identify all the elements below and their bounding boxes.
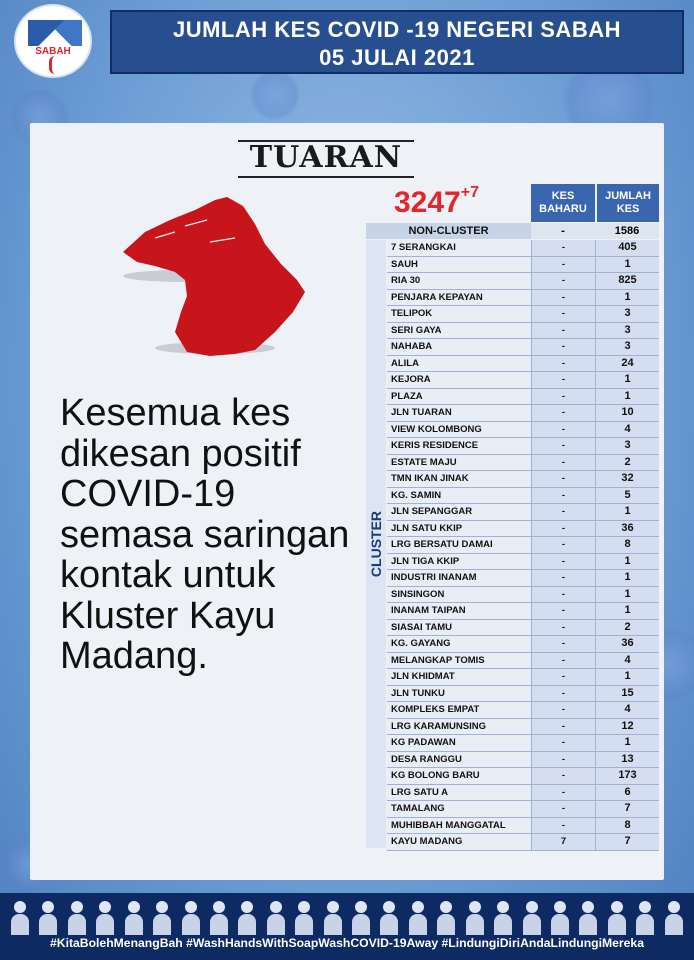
table-row <box>387 702 659 719</box>
person-icon <box>607 899 627 935</box>
table-row <box>387 603 659 620</box>
virus-decoration <box>550 70 670 130</box>
cluster-jumlah: 173 <box>595 768 659 784</box>
cluster-name: MELANGKAP TOMIS <box>387 653 531 669</box>
cluster-baharu: - <box>531 537 595 553</box>
cluster-baharu: - <box>531 389 595 405</box>
tuaran-map-icon <box>115 192 315 357</box>
cluster-name: PENJARA KEPAYAN <box>387 290 531 306</box>
cluster-baharu: - <box>531 801 595 817</box>
table-row <box>387 422 659 439</box>
cluster-name: KG PADAWAN <box>387 735 531 751</box>
person-icon <box>550 899 570 935</box>
cluster-name: ALILA <box>387 356 531 372</box>
table-row <box>387 504 659 521</box>
table-row <box>387 521 659 538</box>
total-cases <box>394 186 479 220</box>
cluster-name: JLN TUNKU <box>387 686 531 702</box>
cluster-jumlah: 1 <box>595 554 659 570</box>
cluster-baharu: - <box>531 471 595 487</box>
cluster-name: RIA 30 <box>387 273 531 289</box>
table-row <box>387 339 659 356</box>
cluster-jumlah: 8 <box>595 818 659 834</box>
table-row <box>387 356 659 373</box>
table-row <box>387 554 659 571</box>
cluster-jumlah: 7 <box>595 834 659 850</box>
cluster-baharu: - <box>531 818 595 834</box>
non-cluster-jumlah: 1586 <box>595 223 659 239</box>
cluster-name: PLAZA <box>387 389 531 405</box>
cluster-jumlah: 3 <box>595 339 659 355</box>
cluster-name: LRG SATU A <box>387 785 531 801</box>
logo-text: SABAH <box>35 46 71 57</box>
cluster-name: KERIS RESIDENCE <box>387 438 531 454</box>
cluster-baharu: - <box>531 488 595 504</box>
table-row <box>387 455 659 472</box>
cluster-jumlah: 1 <box>595 290 659 306</box>
person-icon <box>294 899 314 935</box>
cluster-jumlah: 1 <box>595 504 659 520</box>
cluster-name: KEJORA <box>387 372 531 388</box>
person-icon <box>124 899 144 935</box>
cluster-name: TMN IKAN JINAK <box>387 471 531 487</box>
cluster-jumlah: 1 <box>595 257 659 273</box>
virus-decoration <box>250 70 300 120</box>
cluster-name: INANAM TAIPAN <box>387 603 531 619</box>
table-row <box>387 290 659 307</box>
person-icon <box>95 899 115 935</box>
table-row <box>387 405 659 422</box>
table-row <box>387 785 659 802</box>
table-row <box>387 686 659 703</box>
table-row <box>387 818 659 835</box>
cluster-baharu: - <box>531 455 595 471</box>
hashtags: #KitaBolehMenangBah #WashHandsWithSoapWashCOVID-19Away #LindungiDiriAndaLindungiMereka <box>50 936 644 950</box>
cluster-jumlah: 4 <box>595 702 659 718</box>
cluster-name: SIASAI TAMU <box>387 620 531 636</box>
cluster-baharu: - <box>531 240 595 256</box>
table-row <box>387 735 659 752</box>
person-icon <box>578 899 598 935</box>
person-icon <box>237 899 257 935</box>
person-icon <box>152 899 172 935</box>
cluster-jumlah: 1 <box>595 603 659 619</box>
table-row <box>387 669 659 686</box>
cluster-baharu: - <box>531 273 595 289</box>
cluster-jumlah: 1 <box>595 669 659 685</box>
cluster-baharu: - <box>531 702 595 718</box>
table-row <box>387 570 659 587</box>
cluster-baharu: - <box>531 785 595 801</box>
cluster-name: KG. GAYANG <box>387 636 531 652</box>
mountain-icon <box>28 20 82 46</box>
cluster-jumlah: 4 <box>595 422 659 438</box>
cluster-jumlah: 13 <box>595 752 659 768</box>
table-row <box>387 620 659 637</box>
cluster-name: TAMALANG <box>387 801 531 817</box>
person-icon <box>266 899 286 935</box>
cluster-jumlah: 15 <box>595 686 659 702</box>
table-row <box>387 488 659 505</box>
person-icon <box>408 899 428 935</box>
cluster-name: ESTATE MAJU <box>387 455 531 471</box>
cluster-name: VIEW KOLOMBONG <box>387 422 531 438</box>
cluster-name: SAUH <box>387 257 531 273</box>
table-row <box>387 719 659 736</box>
table-row <box>387 372 659 389</box>
message-text: Kesemua kes dikesan positif COVID-19 semasa saringan kontak untuk Kluster Kayu Madang. <box>60 392 350 677</box>
cluster-name: TELIPOK <box>387 306 531 322</box>
cluster-name: NAHABA <box>387 339 531 355</box>
table-row <box>387 257 659 274</box>
cluster-baharu: - <box>531 735 595 751</box>
person-icon <box>436 899 456 935</box>
cluster-jumlah: 32 <box>595 471 659 487</box>
cluster-name: JLN KHIDMAT <box>387 669 531 685</box>
cluster-baharu: - <box>531 554 595 570</box>
person-icon <box>38 899 58 935</box>
table-row <box>387 768 659 785</box>
table-row <box>387 389 659 406</box>
cluster-baharu: - <box>531 669 595 685</box>
table-row <box>387 471 659 488</box>
cluster-jumlah: 3 <box>595 438 659 454</box>
table-row <box>387 653 659 670</box>
person-icon <box>664 899 684 935</box>
person-icon <box>635 899 655 935</box>
total-value: 3247 <box>394 186 461 219</box>
cluster-baharu: - <box>531 653 595 669</box>
person-icon <box>67 899 87 935</box>
cluster-name: KG. SAMIN <box>387 488 531 504</box>
cluster-label <box>366 240 386 848</box>
cluster-label-text: CLUSTER <box>368 510 384 578</box>
cluster-table <box>387 240 659 851</box>
header-kes-baharu: KES BAHARU <box>531 184 595 222</box>
cluster-baharu: - <box>531 290 595 306</box>
cluster-jumlah: 1 <box>595 389 659 405</box>
table-row <box>387 587 659 604</box>
cluster-baharu: - <box>531 768 595 784</box>
cluster-name: MUHIBBAH MANGGATAL <box>387 818 531 834</box>
cluster-baharu: - <box>531 620 595 636</box>
cluster-jumlah: 36 <box>595 521 659 537</box>
non-cluster-row <box>366 223 659 239</box>
cluster-baharu: - <box>531 356 595 372</box>
person-icon <box>323 899 343 935</box>
cluster-name: JLN TUARAN <box>387 405 531 421</box>
cluster-jumlah: 1 <box>595 570 659 586</box>
cluster-baharu: - <box>531 422 595 438</box>
header-date: 05 JULAI 2021 <box>319 45 475 70</box>
cluster-name: SERI GAYA <box>387 323 531 339</box>
cluster-baharu: - <box>531 438 595 454</box>
header-banner <box>110 10 684 74</box>
table-row <box>387 306 659 323</box>
header-title: JUMLAH KES COVID -19 NEGERI SABAH <box>172 17 621 42</box>
table-row <box>387 323 659 340</box>
table-row <box>387 752 659 769</box>
cluster-baharu: - <box>531 504 595 520</box>
cluster-jumlah: 36 <box>595 636 659 652</box>
cluster-jumlah: 3 <box>595 323 659 339</box>
cluster-jumlah: 24 <box>595 356 659 372</box>
cluster-jumlah: 2 <box>595 620 659 636</box>
cluster-jumlah: 405 <box>595 240 659 256</box>
cluster-baharu: - <box>531 719 595 735</box>
cluster-baharu: - <box>531 636 595 652</box>
person-icon <box>10 899 30 935</box>
table-row <box>387 438 659 455</box>
district-title: TUARAN <box>238 140 414 178</box>
table-row <box>387 240 659 257</box>
cluster-baharu: - <box>531 257 595 273</box>
total-new: +7 <box>460 184 479 201</box>
cluster-name: KOMPLEKS EMPAT <box>387 702 531 718</box>
cluster-baharu: 7 <box>531 834 595 850</box>
footer-banner <box>0 893 694 960</box>
cluster-baharu: - <box>531 603 595 619</box>
person-icon <box>209 899 229 935</box>
cluster-baharu: - <box>531 752 595 768</box>
non-cluster-label: NON-CLUSTER <box>408 225 489 237</box>
swoosh-icon <box>49 56 61 74</box>
cluster-jumlah: 6 <box>595 785 659 801</box>
person-icon <box>522 899 542 935</box>
cluster-name: JLN TIGA KKIP <box>387 554 531 570</box>
cluster-baharu: - <box>531 587 595 603</box>
cluster-jumlah: 5 <box>595 488 659 504</box>
cluster-name: JLN SEPANGGAR <box>387 504 531 520</box>
table-row <box>387 273 659 290</box>
cluster-baharu: - <box>531 686 595 702</box>
cluster-name: LRG BERSATU DAMAI <box>387 537 531 553</box>
table-row <box>387 801 659 818</box>
table-row <box>387 834 659 851</box>
cluster-name: KG BOLONG BARU <box>387 768 531 784</box>
table-row <box>387 636 659 653</box>
person-icon <box>465 899 485 935</box>
header-jumlah-kes: JUMLAH KES <box>597 184 659 222</box>
table-row <box>387 537 659 554</box>
cluster-name: LRG KARAMUNSING <box>387 719 531 735</box>
cluster-name: DESA RANGGU <box>387 752 531 768</box>
cluster-name: JLN SATU KKIP <box>387 521 531 537</box>
cluster-name: SINSINGON <box>387 587 531 603</box>
person-icon <box>493 899 513 935</box>
cluster-name: 7 SERANGKAI <box>387 240 531 256</box>
cluster-baharu: - <box>531 521 595 537</box>
cluster-jumlah: 825 <box>595 273 659 289</box>
cluster-jumlah: 10 <box>595 405 659 421</box>
cluster-baharu: - <box>531 323 595 339</box>
cluster-baharu: - <box>531 306 595 322</box>
person-icon <box>379 899 399 935</box>
person-icon <box>351 899 371 935</box>
cluster-jumlah: 7 <box>595 801 659 817</box>
cluster-baharu: - <box>531 405 595 421</box>
cluster-name: KAYU MADANG <box>387 834 531 850</box>
cluster-jumlah: 8 <box>595 537 659 553</box>
person-icon <box>181 899 201 935</box>
cluster-name: INDUSTRI INANAM <box>387 570 531 586</box>
cluster-jumlah: 1 <box>595 587 659 603</box>
frontliner-figures <box>10 899 684 935</box>
cluster-baharu: - <box>531 372 595 388</box>
sabah-logo <box>14 4 92 78</box>
cluster-jumlah: 12 <box>595 719 659 735</box>
cluster-jumlah: 3 <box>595 306 659 322</box>
cluster-jumlah: 1 <box>595 372 659 388</box>
cluster-baharu: - <box>531 570 595 586</box>
cluster-baharu: - <box>531 339 595 355</box>
cluster-jumlah: 4 <box>595 653 659 669</box>
cluster-jumlah: 2 <box>595 455 659 471</box>
non-cluster-baharu: - <box>531 223 595 239</box>
cluster-jumlah: 1 <box>595 735 659 751</box>
